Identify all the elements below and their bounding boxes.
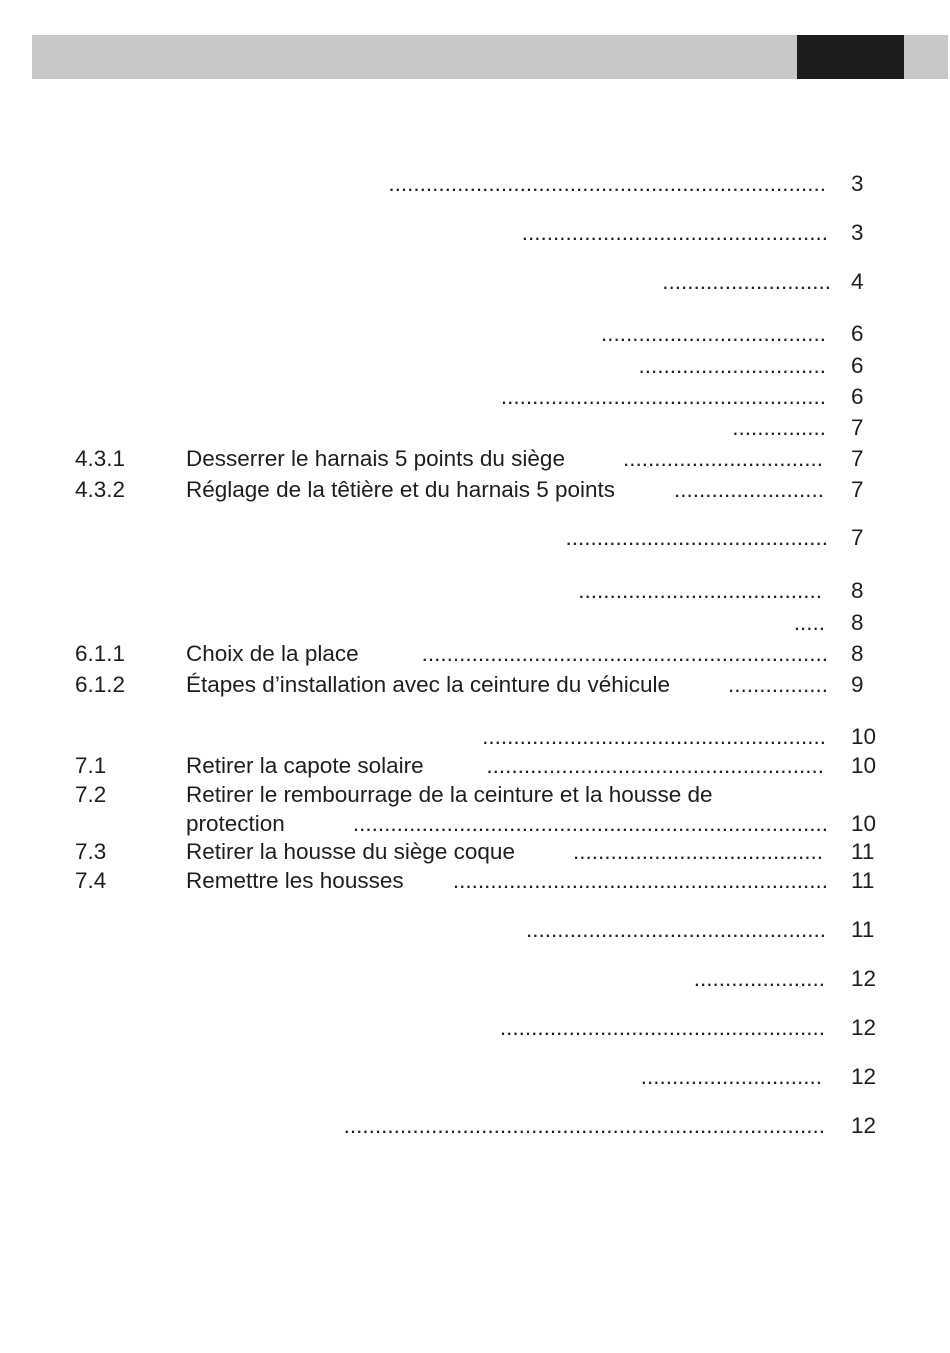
toc-entry-leader: ................................................. (521, 220, 828, 245)
toc-entry-title: Étapes d’installation avec la ceinture du véhicule (186, 672, 671, 697)
toc-entry (0, 1113, 950, 1139)
toc-entry-page: 8 (851, 610, 864, 635)
toc-entry (0, 782, 950, 808)
toc-entry (0, 415, 950, 441)
toc-entry (0, 1064, 950, 1090)
toc-entry (0, 1015, 950, 1041)
toc-entry-page: 11 (851, 917, 875, 942)
toc-entry-page: 12 (851, 1113, 877, 1138)
toc-entry (0, 578, 950, 604)
toc-entry-leader: ................................ (622, 446, 823, 471)
toc-entry-page: 3 (851, 220, 864, 245)
toc-entry (0, 353, 950, 379)
toc-entry-page: 9 (851, 672, 864, 697)
toc-entry-number: 7.1 (75, 753, 107, 778)
toc-entry (0, 384, 950, 410)
toc-entry (0, 753, 950, 779)
toc-entry (0, 477, 950, 503)
toc-entry-page: 12 (851, 1015, 877, 1040)
toc-entry (0, 917, 950, 943)
toc-entry-page: 11 (851, 839, 875, 864)
toc-entry-title: protection (186, 811, 285, 836)
toc-entry (0, 321, 950, 347)
toc-entry-leader: ..... (793, 610, 825, 635)
toc-entry-leader: ....................................................... (482, 724, 826, 749)
toc-entry (0, 868, 950, 894)
toc-entry-page: 10 (851, 753, 877, 778)
toc-entry-page: 8 (851, 641, 864, 666)
toc-entry-page: 6 (851, 353, 864, 378)
toc-entry-leader: ................................................................. (421, 641, 828, 666)
toc-entry (0, 610, 950, 636)
toc-entry-leader: ............................................................................. (343, 1113, 825, 1138)
toc-entry-leader: ........................ (673, 477, 824, 502)
toc-entry-leader: ............................................................ (452, 868, 828, 893)
toc-entry (0, 672, 950, 698)
toc-entry-leader: ............... (732, 415, 826, 440)
toc-entry-page: 7 (851, 525, 864, 550)
toc-entry-page: 12 (851, 966, 877, 991)
toc-entry-number: 7.4 (75, 868, 107, 893)
toc-entry (0, 724, 950, 750)
toc-entry-number: 4.3.2 (75, 477, 126, 502)
toc-entry (0, 220, 950, 246)
toc-entry-leader: ...................................................... (486, 753, 824, 778)
toc-entry (0, 641, 950, 667)
toc-entry-title: Remettre les housses (186, 868, 404, 893)
toc-entry-leader: .................................................... (499, 1015, 825, 1040)
toc-entry-page: 7 (851, 415, 864, 440)
toc-entry-page: 10 (851, 724, 877, 749)
toc-entry-leader: .......................................... (565, 525, 828, 550)
toc-entry-page: 3 (851, 171, 864, 196)
toc-entry-number: 7.2 (75, 782, 107, 807)
toc-entry-number: 6.1.1 (75, 641, 126, 666)
toc-entry-page: 10 (851, 811, 877, 836)
toc-entry-page: 12 (851, 1064, 877, 1089)
toc-entry-leader: ...................................................................... (388, 171, 826, 196)
toc-entry-page: 7 (851, 477, 864, 502)
toc-entry-leader: ............................. (640, 1064, 822, 1089)
toc-entry-leader: .................................... (600, 321, 826, 346)
toc-entry-leader: ........................... (662, 269, 831, 294)
toc-entry-leader: .............................. (638, 353, 826, 378)
toc-entry-page: 6 (851, 321, 864, 346)
toc-entry-title: Retirer le rembourrage de la ceinture et la housse de (186, 782, 713, 807)
toc-entry-leader: ............................................................................ (352, 811, 828, 836)
toc-entry-leader: ................................................ (525, 917, 826, 942)
toc-entry (0, 171, 950, 197)
toc-entry-leader: .................................................... (500, 384, 826, 409)
toc-entry-leader: ........................................ (572, 839, 823, 864)
toc-entry-leader: ....................................... (578, 578, 822, 603)
toc-entry (0, 839, 950, 865)
toc-entry (0, 446, 950, 472)
toc-entry (0, 811, 950, 837)
toc-entry-title: Desserrer le harnais 5 points du siège (186, 446, 565, 471)
toc-entry (0, 966, 950, 992)
header-page-tab (797, 35, 904, 79)
toc-entry-page: 4 (851, 269, 864, 294)
toc-entry-page: 6 (851, 384, 864, 409)
toc-entry-number: 6.1.2 (75, 672, 126, 697)
toc-entry-title: Réglage de la têtière et du harnais 5 points (186, 477, 616, 502)
toc-entry-leader: ..................... (693, 966, 825, 991)
toc-entry-page: 8 (851, 578, 864, 603)
toc-entry-title: Choix de la place (186, 641, 359, 666)
toc-entry-title: Retirer la housse du siège coque (186, 839, 515, 864)
toc-entry-number: 7.3 (75, 839, 107, 864)
toc-entry-page: 7 (851, 446, 864, 471)
toc-entry-page: 11 (851, 868, 875, 893)
toc-entry (0, 269, 950, 295)
toc-entry-number: 4.3.1 (75, 446, 126, 471)
toc-entry-title: Retirer la capote solaire (186, 753, 424, 778)
toc-entry (0, 525, 950, 551)
toc-entry-leader: ................ (727, 672, 828, 697)
